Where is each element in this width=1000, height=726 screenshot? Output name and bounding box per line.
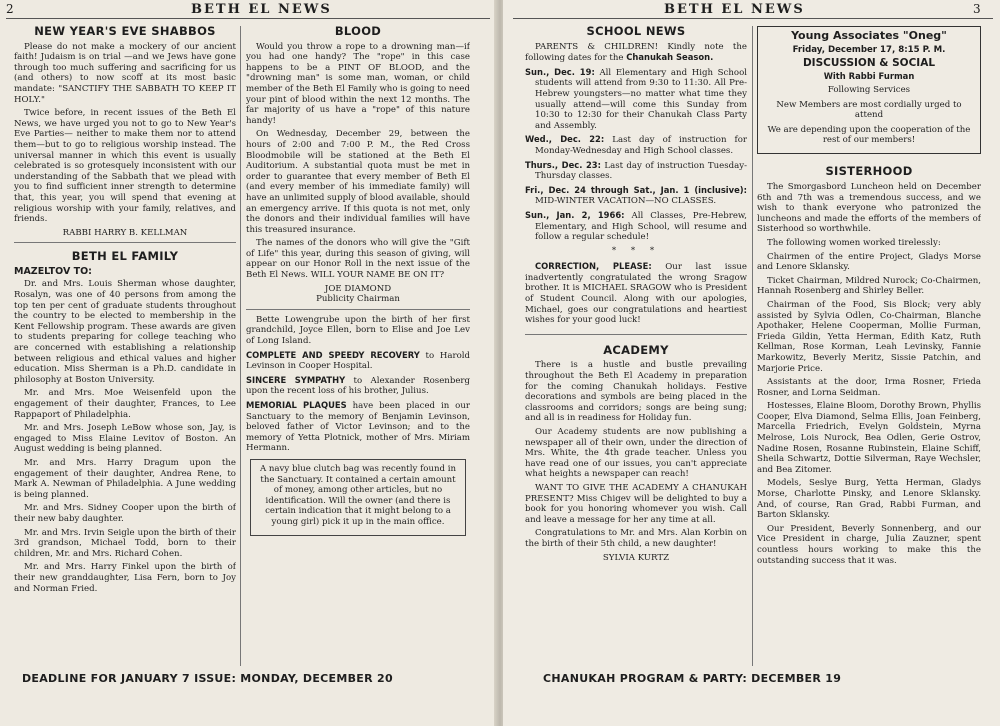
school-intro-bold: Chanukah Season.: [626, 52, 714, 63]
schedule-item: [525, 67, 747, 132]
column-divider: [240, 26, 241, 666]
oneg-line-2: New Members are most cordially urged to attend: [776, 99, 962, 121]
masthead-left: BETH EL NEWS: [191, 2, 332, 17]
academy-paragraph-3: WANT TO GIVE THE ACADEMY A CHANUKAH PRESENT? Miss Chigev will be delighted to buy a book for you honoring whomever you wish. Call and leave a message for her any time at all.: [525, 482, 747, 525]
schedule-text: All Elementary and High School students will attend from 9:30 to 11:30. All Pre-Hebrew youngsters—no matter what time they usually attend—will come this Sunday from 10:30 to 12:30 for their Chanukah Class Party and Assembly.: [535, 67, 747, 131]
school-heading: SCHOOL NEWS: [586, 24, 686, 38]
oneg-title: Young Associates "Oneg": [791, 29, 947, 42]
divider: [246, 309, 470, 310]
right-column-1: [525, 24, 747, 668]
sisterhood-paragraph: Chairman of the Food, Sis Block; very ably assisted by Sylvia Odlen, Co-Chairman, Blanche Apothaker, Helene Cooperman, Mollie Furman, Frieda Gildin, Yetta Herman, Edith Katz, Ruth Kellman, Rose Korman, Leah Levinsky, Fannie Markowitz, Beverly Meritz, Sissie Patchin, and Marjorie Price.: [757, 299, 981, 374]
academy-paragraph-2: Our Academy students are now publishing a newspaper all of their own, under the direction of Mrs. White, the 4th grade teacher. Unless you have read one of our issues, you can't appreciate what heights a newspaper can reach!: [525, 427, 747, 480]
family-item: Mr. and Mrs. Sidney Cooper upon the birth of their new baby daughter.: [14, 503, 236, 524]
new-years-heading: NEW YEAR'S EVE SHABBOS: [34, 24, 216, 38]
school-intro: [525, 42, 747, 64]
family-item: Mr. and Mrs. Joseph LeBow whose son, Jay, is engaged to Miss Elaine Levitov of Boston. An August wedding is being planned.: [14, 423, 236, 455]
sisterhood-paragraph: Ticket Chairman, Mildred Nurock; Co-Chairmen, Hannah Rosenberg and Shirley Beller.: [757, 275, 981, 297]
left-page: [0, 0, 497, 726]
family-item: Dr. and Mrs. Louis Sherman whose daughter, Rosalyn, was one of 40 persons from among the top ten per cent of graduate students throughout the country to be elected to membership in the Kent Fellowship program. These awards are given to students preparing for college teaching who are concerned with establishing a relationship between religious and ethical values and higher education. Miss Sherman is a Ph.D. candidate in philosophy at Boston University.: [14, 279, 236, 385]
left-column-2: [246, 24, 470, 668]
oneg-line-3: We are depending upon the cooperation of the rest of our members!: [767, 124, 971, 145]
schedule-text: All Classes, Pre-Hebrew, Elementary, and High School, will resume and follow a regular schedule!: [535, 210, 747, 243]
sympathy-notice: [246, 375, 470, 397]
blood-paragraph-3: The names of the donors who will give the "Gift of Life" this year, during this season of giving, will appear on our Honor Roll in the next issue of the Beth El News. WILL YOUR NAME BE ON IT?: [246, 238, 470, 281]
oneg-date: Friday, December 17, 8:15 P. M.: [792, 44, 946, 55]
column-divider: [752, 26, 753, 666]
masthead-rule-left: [6, 18, 490, 19]
academy-paragraph-4: Congratulations to Mr. and Mrs. Alan Korbin on the birth of their 5th child, a new daughter!: [525, 528, 747, 549]
page-number-right: 3: [973, 2, 981, 16]
family-item: Mr. and Mrs. Harry Finkel upon the birth of their new granddaughter, Lisa Fern, born to Joy and Norman Fried.: [14, 562, 236, 594]
schedule-date: Sun., Dec. 19:: [525, 66, 595, 77]
sympathy-label: SINCERE SYMPATHY: [246, 374, 346, 385]
schedule-date: Wed., Dec. 22:: [525, 134, 605, 145]
new-years-paragraph-1: Please do not make a mockery of our ancient faith! Judaism is on trial —and we Jews have gone through too much suffering and sacrificing for us (and others) to now scoff at its most basic mandate: "SANCTIFY THE SABBATH TO KEEP IT HOLY.": [14, 41, 236, 105]
blood-signature-name: JOE DIAMOND: [324, 283, 392, 294]
right-column-2: [757, 24, 981, 668]
chanukah-footer: CHANUKAH PROGRAM & PARTY: DECEMBER 19: [543, 672, 842, 685]
lost-and-found-box: [250, 459, 466, 536]
divider: [525, 334, 747, 335]
divider: [14, 242, 236, 243]
oneg-host: With Rabbi Furman: [823, 70, 915, 81]
schedule-date: Sun., Jan. 2, 1966:: [525, 209, 625, 220]
oneg-line-1: Following Services: [827, 85, 911, 96]
schedule-item: [525, 185, 747, 207]
academy-heading: ACADEMY: [603, 342, 669, 357]
lost-and-found-text: A navy blue clutch bag was recently found in the Sanctuary. It contained a certain amount of money, among other articles, but no identification. Will the owner (and there is certain indication that it might belong to a young girl) pick it up in the main office.: [259, 463, 457, 527]
recovery-label: COMPLETE AND SPEEDY RECOVERY: [246, 349, 420, 360]
recovery-text: to Harold Levinson in Cooper Hospital.: [246, 350, 470, 372]
sisterhood-paragraph: The Smorgasbord Luncheon held on December 6th and 7th was a tremendous success, and we wish to thank everyone who patronized the luncheons and made the efforts of the members of Sisterhood so worthwhile.: [757, 182, 981, 235]
schedule-date: Fri., Dec. 24 through Sat., Jan. 1 (inclusive):: [525, 184, 747, 195]
schedule-item: [525, 160, 747, 182]
family-item: Mr. and Mrs. Harry Dragum upon the engagement of their daughter, Andrea Rene, to Mark A. Newman of Philadelphia. A June wedding is being planned.: [14, 457, 236, 500]
sisterhood-paragraph: Models, Seslye Burg, Yetta Herman, Gladys Morse, Charlotte Pinsky, and Lenore Sklansky. And, of course, Ran Grad, Rabbi Furman, and Barton Sklansky.: [757, 478, 981, 521]
oneg-topic: DISCUSSION & SOCIAL: [802, 57, 936, 70]
blood-paragraph-1: Would you throw a rope to a drowning man—if you had one handy? The "rope" in this case happens to be a PINT OF BLOOD, and the "drowning man" is some man, woman, or child member of the Beth El Family who is going to need your pint of blood within the next 12 months. The far majority of us have a "rope" of this nature handy!: [246, 41, 470, 126]
new-years-paragraph-2: Twice before, in recent issues of the Beth El News, we have urged you not to go to New Year's Eve Parties— neither to make them nor to attend them—but to go to religious worship instead. The universal manner in which this event is usually celebrated is so grotesquely inconsistent with our understanding of the Sabbath that we plead with you to find sufficient inner strength to determine that, this year, you will spend that evening at religious worship with your family, relatives, and friends.: [14, 108, 236, 225]
recovery-notice: [246, 350, 470, 372]
plaques-text: have been placed in our Sanctuary to the memory of Benjamin Levinson, beloved father of Victor Levinson; and to the memory of Yetta Plotnick, mother of Mrs. Miriam Hermann.: [246, 401, 470, 454]
schedule-item: [525, 210, 747, 243]
schedule-text: MID-WINTER VACATION—NO CLASSES.: [535, 196, 717, 207]
family-item: Mr. and Mrs. Irvin Seigle upon the birth of their 3rd grandson, Michael Todd, born to their children, Mr. and Mrs. Richard Cohen.: [14, 527, 236, 559]
sympathy-text: to Alexander Rosenberg upon the recent loss of his brother, Julius.: [246, 375, 470, 397]
academy-signature: SYLVIA KURTZ: [602, 552, 670, 563]
right-page: [503, 0, 1000, 726]
plaques-notice: [246, 400, 470, 454]
sisterhood-paragraph: The following women worked tirelessly:: [767, 237, 941, 248]
family-heading: BETH EL FAMILY: [71, 249, 179, 264]
blood-heading: BLOOD: [334, 24, 382, 38]
sisterhood-paragraph: Assistants at the door, Irma Rosner, Frieda Rosner, and Lorna Seidman.: [757, 377, 981, 398]
school-schedule: [525, 67, 747, 243]
blood-paragraph-2: On Wednesday, December 29, between the hours of 2:00 and 7:00 P. M., the Red Cross Bloodmobile will be stationed at the Beth El Auditorium. A substantial quota must be met in order to guarantee that every member of Beth El (and every member of his immediate family) will have an unlimited supply of blood available, should an emergency arrive. If this quota is not met, only the donors and their individual families will have this treasured insurance.: [246, 129, 470, 235]
sisterhood-paragraph: Hostesses, Elaine Bloom, Dorothy Brown, Phyllis Cooper, Elva Diamond, Selma Ellis, Joan Feinberg, Marcella Friedrich, Evelyn Goldstein, Myrna Melrose, Lois Nurock, Bea Odlen, Gerie Ostrov, Nadine Rosen, Rosanne Rubinstein, Elaine Schiff, Sheila Schwartz, Dottie Silverman, Raye Wechsler, and Bea Zitomer.: [757, 401, 981, 475]
schedule-date: Thurs., Dec. 23:: [525, 159, 601, 170]
academy-paragraph-1: There is a hustle and bustle prevailing throughout the Beth El Academy in preparation for the coming Chanukah holidays. Festive decorations and symbols are being placed in the classrooms and corridors; songs are being sung; and all is in readiness for Holiday fun.: [525, 360, 747, 424]
correction-label: CORRECTION, PLEASE:: [535, 261, 652, 272]
left-column-1: [14, 24, 236, 668]
family-item: Mr. and Mrs. Moe Weisenfeld upon the engagement of their daughter, Frances, to Lee Rappaport of Philadelphia.: [14, 388, 236, 420]
section-stars: * * *: [611, 245, 661, 256]
new-years-signature: RABBI HARRY B. KELLMAN: [62, 227, 188, 238]
schedule-text: Last day of instruction Tuesday-Thursday classes.: [535, 160, 747, 182]
correction-text: Our last issue inadvertently congratulated the wrong Sragow brother. It is MICHAEL SRAGOW who is President of Student Council. Along with our apologies, Michael, goes our congratulations and heartiest wishes for your good luck!: [525, 262, 747, 326]
birth-notice: Bette Lowengrube upon the birth of her first grandchild, Joyce Ellen, born to Elise and Joe Lev of Long Island.: [246, 314, 470, 347]
sisterhood-paragraph: Chairmen of the entire Project, Gladys Morse and Lenore Sklansky.: [757, 251, 981, 273]
plaques-label: MEMORIAL PLAQUES: [246, 400, 347, 410]
page-number-left: 2: [6, 2, 14, 16]
school-intro-text: PARENTS & CHILDREN! Kindly note the following dates for the: [525, 41, 747, 64]
correction-notice: [525, 261, 747, 326]
masthead-rule-right: [513, 18, 993, 19]
oneg-announcement-box: [757, 26, 981, 154]
schedule-text: Last day of instruction for Monday-Wednesday and High School classes.: [535, 135, 747, 156]
sisterhood-paragraph: Our President, Beverly Sonnenberg, and our Vice President in charge, Julia Zauzner, spent countless hours working to make this the outstanding success that it was.: [757, 523, 981, 566]
family-subheading: MAZELTOV TO:: [14, 265, 92, 277]
sisterhood-heading: SISTERHOOD: [825, 164, 913, 179]
blood-signature-title: Publicity Chairman: [316, 294, 400, 305]
masthead-right: BETH EL NEWS: [664, 2, 805, 17]
deadline-footer: DEADLINE FOR JANUARY 7 ISSUE: MONDAY, DECEMBER 20: [22, 672, 393, 685]
schedule-item: [525, 134, 747, 156]
